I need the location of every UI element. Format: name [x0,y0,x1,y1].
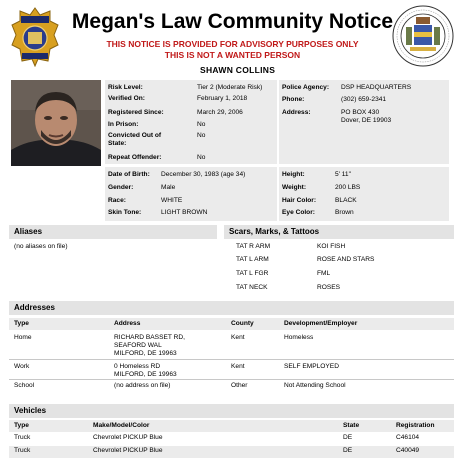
address-county: Kent [231,334,245,341]
police-agency-value: DSP HEADQUARTERS [341,84,412,91]
risk-level-label: Risk Level: [108,84,143,91]
convicted-out-label-state: State: [108,140,127,147]
address-line: MILFORD, DE 19963 [114,371,177,378]
vehicles-column-header-row [9,420,454,432]
vehicle-registration: C46104 [396,434,420,441]
skin-tone-label: Skin Tone: [108,209,142,216]
scar-location: TAT R ARM [236,243,271,250]
race-value: WHITE [161,197,183,204]
repeat-offender-value: No [197,154,206,161]
address-employer: Homeless [284,334,314,341]
col-registration: Registration [396,422,435,429]
agency-address-line1: PO BOX 430 [341,109,380,116]
dob-value: December 30, 1983 (age 34) [161,171,246,178]
weight-value: 200 LBS [335,184,361,191]
addresses-column-header-row [9,318,454,330]
vehicle-make: Chevrolet PICKUP Blue [93,434,163,441]
aliases-text: (no aliases on file) [14,243,68,250]
vehicle-registration: C40049 [396,447,420,454]
address-county: Kent [231,363,245,370]
height-label: Height: [282,171,305,178]
col-vehicle-type: Type [14,422,29,429]
vehicle-state: DE [343,434,353,441]
address-type: School [14,382,35,389]
not-wanted-notice: THIS IS NOT A WANTED PERSON [164,50,301,60]
scar-location: TAT L FGR [236,270,269,277]
in-prison-value: No [197,121,206,128]
scar-description: ROSE AND STARS [317,256,375,263]
address-county: Other [231,382,248,389]
address-type: Home [14,334,32,341]
addresses-section [9,301,454,399]
registered-since-label: Registered Since: [108,109,164,116]
addresses-heading: Addresses [9,301,454,315]
gender-value: Male [161,184,176,191]
registered-since-value: March 29, 2006 [197,109,243,116]
in-prison-label: In Prison: [108,121,139,128]
vehicle-make: Chevrolet PICKUP Blue [93,447,163,454]
scars-marks-tattoos-block [224,225,454,291]
col-make-model: Make/Model/Color [93,422,150,429]
verified-on-value: February 1, 2018 [197,95,248,102]
scar-description: ROSES [317,284,341,291]
col-address: Address [114,320,141,327]
page-title: Megan's Law Community Notice [71,10,394,33]
col-type: Type [14,320,29,327]
address-line: 0 Homeless RD [114,363,161,370]
row-divider [9,359,454,360]
notice-header [0,0,463,75]
registration-panel [105,80,277,164]
vehicle-type: Truck [14,447,31,454]
offender-photo [11,80,101,166]
aliases-block [9,225,217,250]
col-employer: Development/Employer [284,320,358,327]
weight-label: Weight: [282,184,307,191]
convicted-out-value: No [197,132,206,139]
scar-description: KOI FISH [317,243,346,250]
eye-color-value: Brown [335,209,354,216]
convicted-out-label: Convicted Out of [108,132,162,139]
col-county: County [231,320,254,327]
table-row [9,433,454,445]
vehicle-type: Truck [14,434,31,441]
col-state: State [343,422,360,429]
vehicles-section [9,404,454,462]
eye-color-label: Eye Color: [282,209,315,216]
vehicles-heading: Vehicles [9,404,454,418]
vehicle-state: DE [343,447,353,454]
scar-location: TAT L ARM [236,256,269,263]
address-employer: Not Attending School [284,382,346,389]
repeat-offender-label: Repeat Offender: [108,154,162,161]
hair-color-value: BLACK [335,197,357,204]
row-divider [9,379,454,380]
phone-label: Phone: [282,96,305,103]
address-line: RICHARD BASSET RD, [114,334,185,341]
physical-description-panel [105,167,277,221]
offender-name: SHAWN COLLINS [200,65,276,75]
table-row [9,446,454,458]
physical-measurements-panel [279,167,449,221]
table-row [9,332,454,359]
risk-level-value: Tier 2 (Moderate Risk) [197,84,263,91]
state-seal-logo [392,5,454,67]
gender-label: Gender: [108,184,134,191]
address-line: SEAFORD WAL [114,342,162,349]
scar-description: FML [317,270,331,277]
police-agency-panel [279,80,449,164]
phone-value: (302) 659-2341 [341,96,387,103]
address-line: MILFORD, DE 19963 [114,350,177,357]
address-employer: SELF EMPLOYED [284,363,339,370]
agency-address-label: Address: [282,109,311,116]
table-row [9,381,454,393]
skin-tone-value: LIGHT BROWN [161,209,208,216]
police-agency-label: Police Agency: [282,84,330,91]
address-type: Work [14,363,30,370]
address-line: (no address on file) [114,382,171,389]
dob-label: Date of Birth: [108,171,150,178]
agency-address-line2: Dover, DE 19903 [341,117,392,124]
race-label: Race: [108,197,126,204]
table-row [9,361,454,379]
advisory-notice: THIS NOTICE IS PROVIDED FOR ADVISORY PURPOSES ONLY [106,39,359,49]
scars-heading: Scars, Marks, & Tattoos [224,225,454,239]
height-value: 5' 11" [335,171,351,178]
aliases-heading: Aliases [9,225,217,239]
hair-color-label: Hair Color: [282,197,317,204]
verified-on-label: Verified On: [108,95,146,102]
state-police-badge-logo [10,7,60,67]
scar-location: TAT NECK [236,284,268,291]
aliases-scars-section [9,225,454,297]
